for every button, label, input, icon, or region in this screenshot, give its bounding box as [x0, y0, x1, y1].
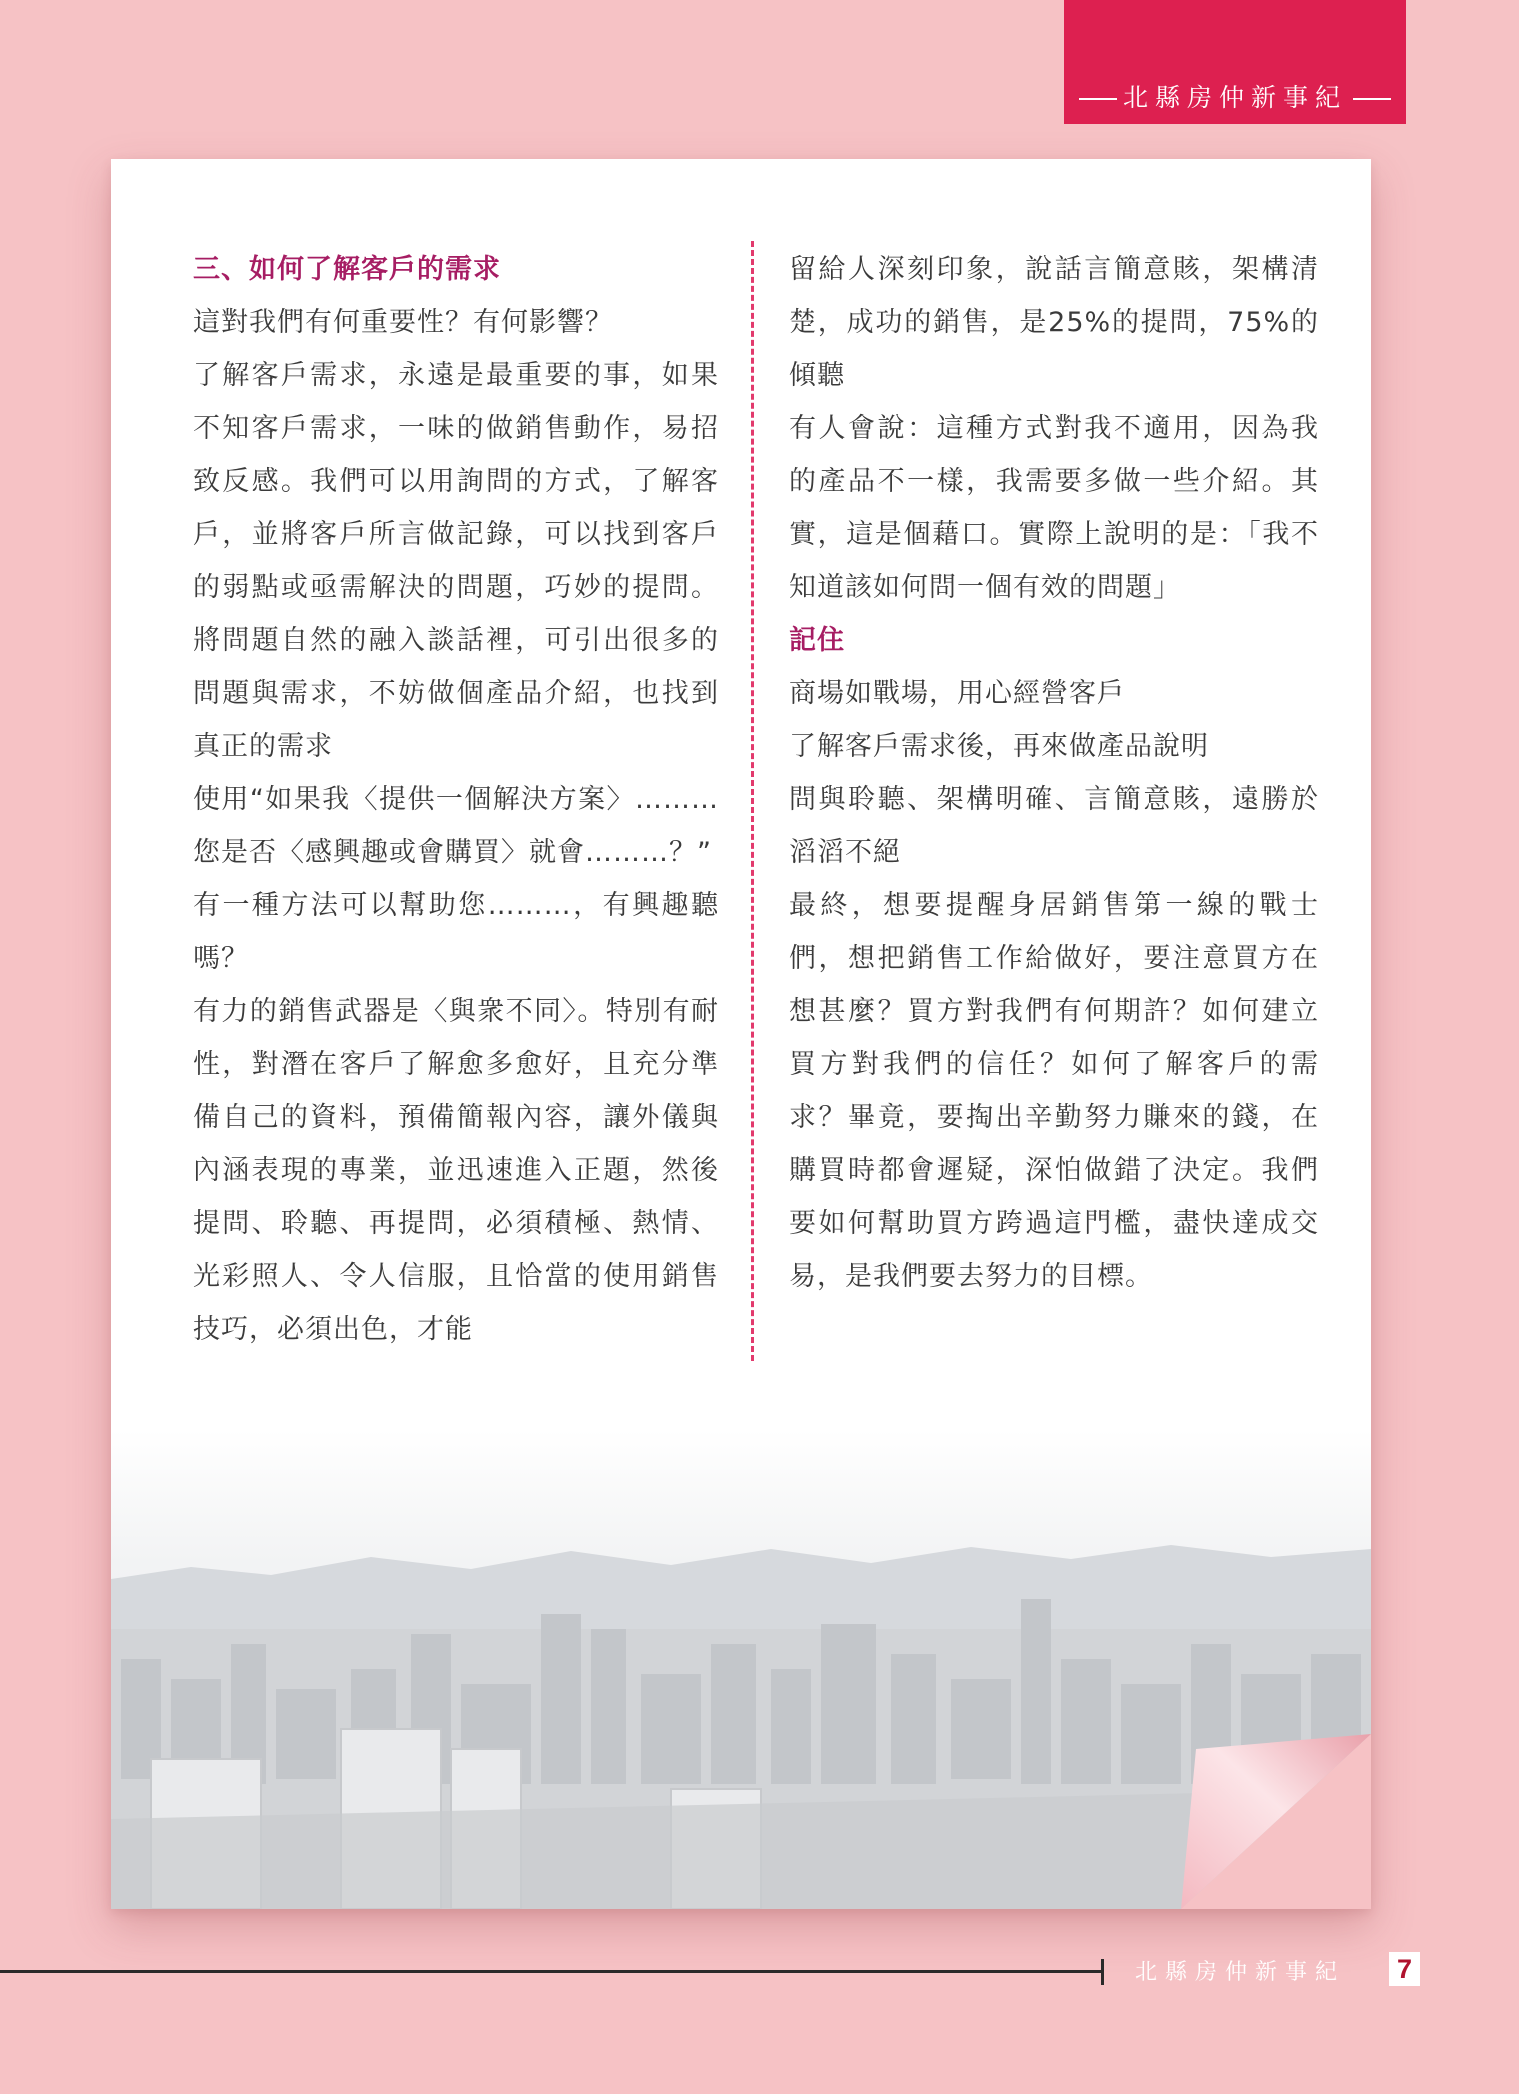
paragraph: 有人會說：這種方式對我不適用，因為我的產品不一樣，我需要多做一些介紹。其實，這是個藉口。實際上說明的是：「我不知道該如何問一個有效的問題」 — [789, 413, 1319, 603]
right-column — [789, 243, 1319, 1303]
remember-heading: 記住 — [789, 625, 845, 656]
paragraph: 有力的銷售武器是〈與衆不同〉。特別有耐性，對潛在客戶了解愈多愈好，且充分準備自己的資料，預備簡報內容，讓外儀與內涵表現的專業，並迅速進入正題，然後提問、聆聽、再提問，必須積極、熱情、光彩照人、令人信服，且恰當的使用銷售技巧，必須出色，才能 — [193, 996, 719, 1345]
footer-title: 北縣房仲新事紀 — [1135, 1960, 1346, 1985]
paragraph: 問與聆聽、架構明確、言簡意賅，遠勝於滔滔不絕 — [789, 784, 1319, 868]
header-tab — [1064, 0, 1406, 124]
footer-rule-tick — [1101, 1959, 1104, 1985]
page-curl — [1181, 1734, 1371, 1909]
dash-left — [1079, 98, 1117, 100]
section-heading: 三、如何了解客戶的需求 — [193, 254, 501, 285]
paragraph: 有一種方法可以幫助您………，有興趣聽嗎？ — [193, 890, 719, 974]
paragraph: 商場如戰場，用心經營客戶 — [789, 678, 1125, 709]
column-divider — [751, 241, 754, 1361]
dash-right — [1353, 98, 1391, 100]
page-number: 7 — [1389, 1952, 1420, 1986]
paragraph: 了解客戶需求後，再來做產品說明 — [789, 731, 1209, 762]
header-title-text: 北縣房仲新事紀 — [1122, 83, 1347, 112]
paragraph: 使用“如果我〈提供一個解決方案〉………您是否〈感興趣或會購買〉就會………？” — [193, 784, 719, 868]
left-column — [193, 243, 719, 1356]
paragraph: 了解客戶需求，永遠是最重要的事，如果不知客戶需求，一味的做銷售動作，易招致反感。我們可以用詢問的方式，了解客戶，並將客戶所言做記錄，可以找到客戶的弱點或亟需解決的問題，巧妙的提問。將問題自然的融入談話裡，可引出很多的問題與需求，不妨做個產品介紹，也找到真正的需求 — [193, 360, 719, 762]
footer-rule — [0, 1970, 1102, 1973]
header-title — [1064, 78, 1406, 114]
paragraph: 這對我們有何重要性？有何影響？ — [193, 307, 613, 338]
article-sheet — [111, 159, 1371, 1909]
paragraph: 最終，想要提醒身居銷售第一線的戰士們，想把銷售工作給做好，要注意買方在想甚麼？買方對我們有何期許？如何建立買方對我們的信任？如何了解客戶的需求？畢竟，要掏出辛勤努力賺來的錢，在購買時都會遲疑，深怕做錯了決定。我們要如何幫助買方跨過這門檻，盡快達成交易，是我們要去努力的目標。 — [789, 890, 1319, 1292]
paragraph: 留給人深刻印象，說話言簡意賅，架構清楚，成功的銷售，是25%的提問，75%的傾聽 — [789, 254, 1319, 391]
